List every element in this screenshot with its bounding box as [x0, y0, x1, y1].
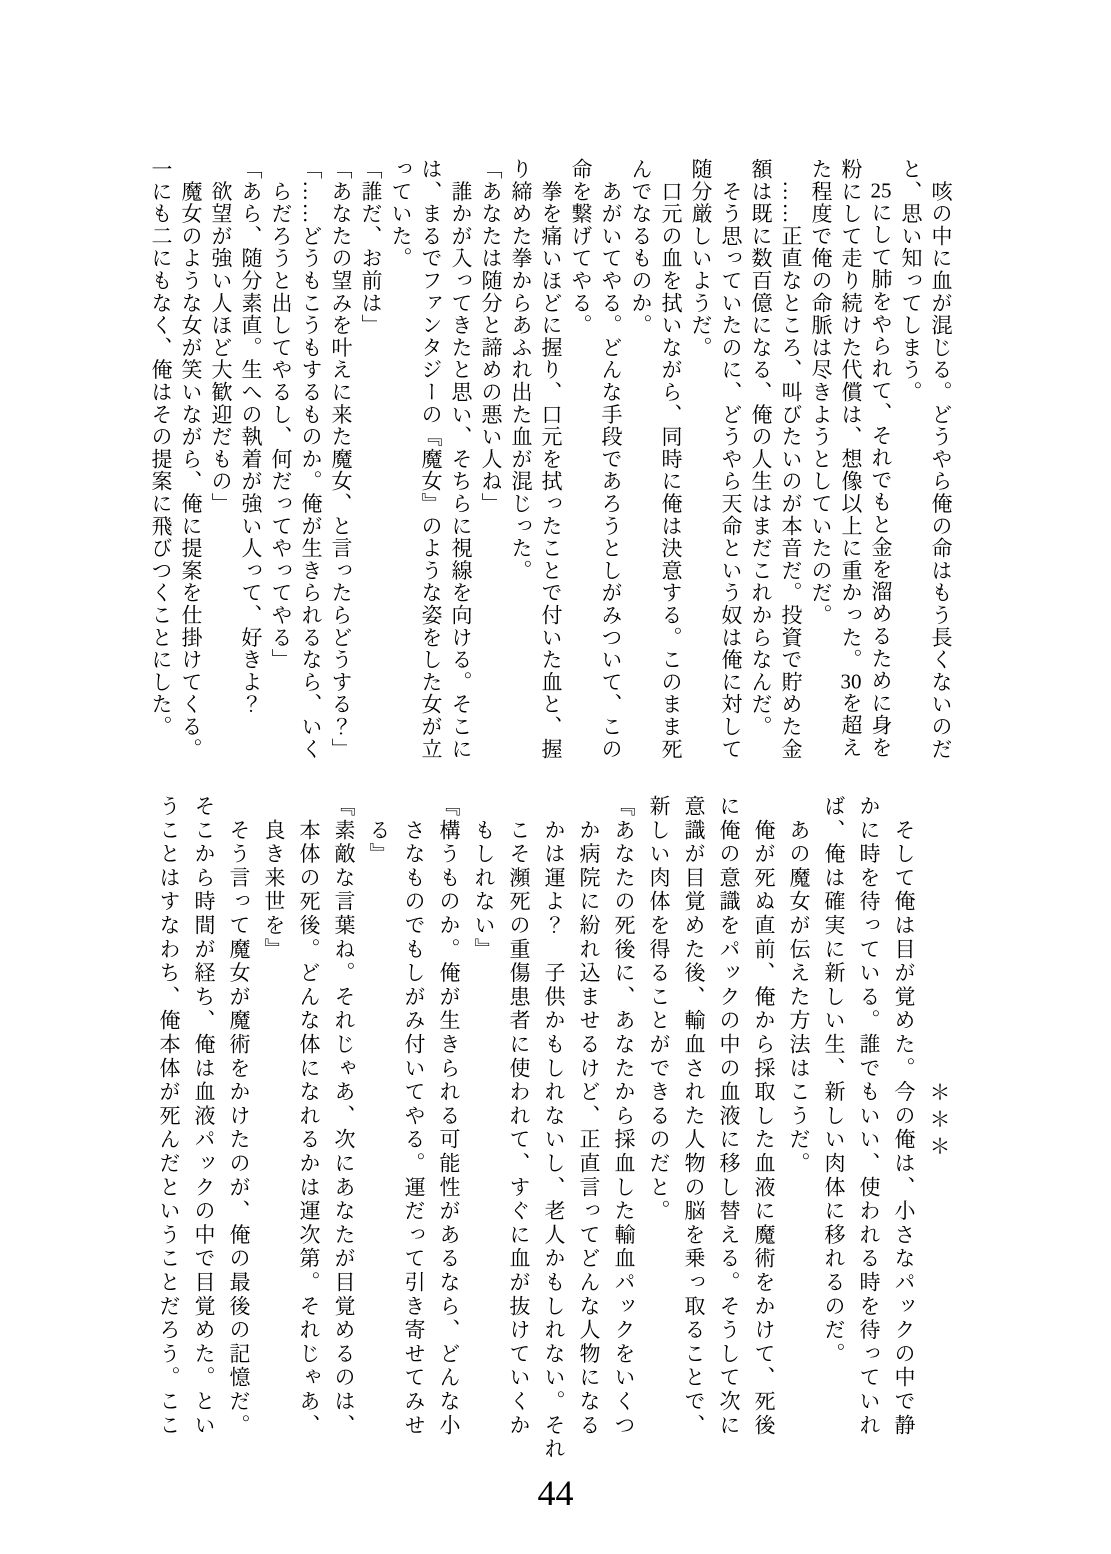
text-line: 粉にして走り続けた代償は、想像以上に重かった。30を超え [839, 158, 863, 759]
text-line: そう思っていたのに、どうやら天命という奴は俺に対して [719, 158, 743, 761]
text-line: る』 [367, 795, 391, 867]
text-line: 「あなたの望みを叶えに来た魔女、と言ったらどうする？」 [329, 158, 353, 761]
top-text-block [146, 158, 956, 772]
text-line: 本体の死後。どんな体になれるかは運次第。それじゃあ、 [297, 795, 321, 1438]
text-line: そして俺は目が覚めた。今の俺は、小さなパックの中で静 [892, 795, 916, 1438]
text-line: 拳を痛いほどに握り、口元を拭ったことで付いた血と、握 [539, 158, 563, 761]
text-line: そこから時間が経ち、俺は血液パックの中で目覚めた。とい [192, 795, 216, 1438]
text-line: あがいてやる。どんな手段であろうとしがみついて、この [599, 158, 623, 761]
bottom-text-lines [151, 795, 921, 1462]
text-line: 俺が死ぬ直前、俺から採取した血液に魔術をかけて、死後 [752, 795, 776, 1438]
text-line: らだろうと出してやるし、何だってやってやる」 [269, 158, 293, 671]
text-line: ……正直なところ、叫びたいのが本音だ。投資で貯めた金 [779, 158, 803, 761]
tatechuyoko-digits: 25 [870, 180, 892, 202]
text-line: 随分厳しいようだ。 [689, 158, 713, 359]
text-line: かは運よ？ 子供かもしれないし、老人かもしれない。それ [542, 795, 566, 1462]
text-line: 咳の中に血が混じる。どうやら俺の命はもう長くないのだ [929, 158, 953, 761]
text-line: に俺の意識をパックの中の血液に移し替える。そうして次に [717, 795, 741, 1438]
text-line: 良き来世を』 [262, 795, 286, 962]
text-line: んでなるものか。 [629, 158, 653, 337]
text-line: り締めた拳からあふれ出た血が混じった。 [509, 158, 533, 582]
text-line: 新しい肉体を得ることができるのだと。 [647, 795, 671, 1224]
text-line: 誰かが入ってきたと思い、そちらに視線を向ける。そこに [449, 158, 473, 761]
text-line: 『構うものか。俺が生きられる可能性があるなら、どんな小 [437, 795, 461, 1438]
text-line: は、まるでファンタジーの『魔女』のような姿をした女が立 [419, 158, 443, 761]
text-line: うことはすなわち、俺本体が死んだということだろう。ここ [157, 795, 181, 1438]
text-line: か病院に紛れ込ませるけど、正直言ってどんな人物になる [577, 795, 601, 1438]
text-line: 口元の血を拭いながら、同時に俺は決意する。このまま死 [659, 158, 683, 761]
text-line: 「……どうもこうもするものか。俺が生きられるなら、いく [299, 158, 323, 761]
text-line: そう言って魔女が魔術をかけたのが、俺の最後の記憶だ。 [227, 795, 251, 1438]
bottom-text-block [151, 795, 956, 1462]
text-line: 命を繋げてやる。 [569, 158, 593, 337]
text-line: 「あら、随分素直。生への執着が強い人って、好きよ？ [239, 158, 263, 716]
text-line: 意識が目覚めた後、輸血された人物の脳を乗っ取ることで、 [682, 795, 706, 1438]
tatechuyoko-digits: 30 [840, 670, 862, 692]
text-line: 「誰だ、お前は」 [359, 158, 383, 337]
text-line: もしれない』 [472, 795, 496, 962]
text-line: 欲望が強い人ほど大歓迎だもの」 [209, 158, 233, 515]
text-line: かに時を待っている。誰でもいい、使われる時を待っていれ [857, 795, 881, 1438]
top-text-lines [146, 158, 956, 772]
text-line: こそ瀕死の重傷患者に使われて、すぐに血が抜けていくか [507, 795, 531, 1438]
text-line: 『あなたの死後に、あなたから採血した輸血パックをいくつ [612, 795, 636, 1438]
text-line: と、思い知ってしまう。 [899, 158, 923, 404]
text-line: 一にも二にもなく、俺はその提案に飛びつくことにした。 [149, 158, 173, 738]
text-line: さなものでもしがみ付いてやる。運だって引き寄せてみせ [402, 795, 426, 1438]
text-line: ば、俺は確実に新しい生、新しい肉体に移れるのだ。 [822, 795, 846, 1367]
text-line: 魔女のような女が笑いながら、俺に提案を仕掛けてくる。 [179, 158, 203, 761]
text-line: あの魔女が伝えた方法はこうだ。 [787, 795, 811, 1176]
page-number: 44 [537, 1473, 574, 1513]
text-line: 25にして肺をやられて、それでもと金を溜めるために身を [869, 180, 893, 759]
text-line: た程度で俺の命脈は尽きようとしていたのだ。 [809, 158, 833, 627]
scene-separator: ＊＊＊ [927, 1080, 951, 1162]
text-line: 額は既に数百億になる、俺の人生はまだこれからなんだ。 [749, 158, 773, 738]
text-line: 『素敵な言葉ね。それじゃあ、次にあなたが目覚めるのは、 [332, 795, 356, 1438]
text-line: っていた。 [389, 158, 413, 270]
text-line: 「あなたは随分と諦めの悪い人ね」 [479, 158, 503, 515]
